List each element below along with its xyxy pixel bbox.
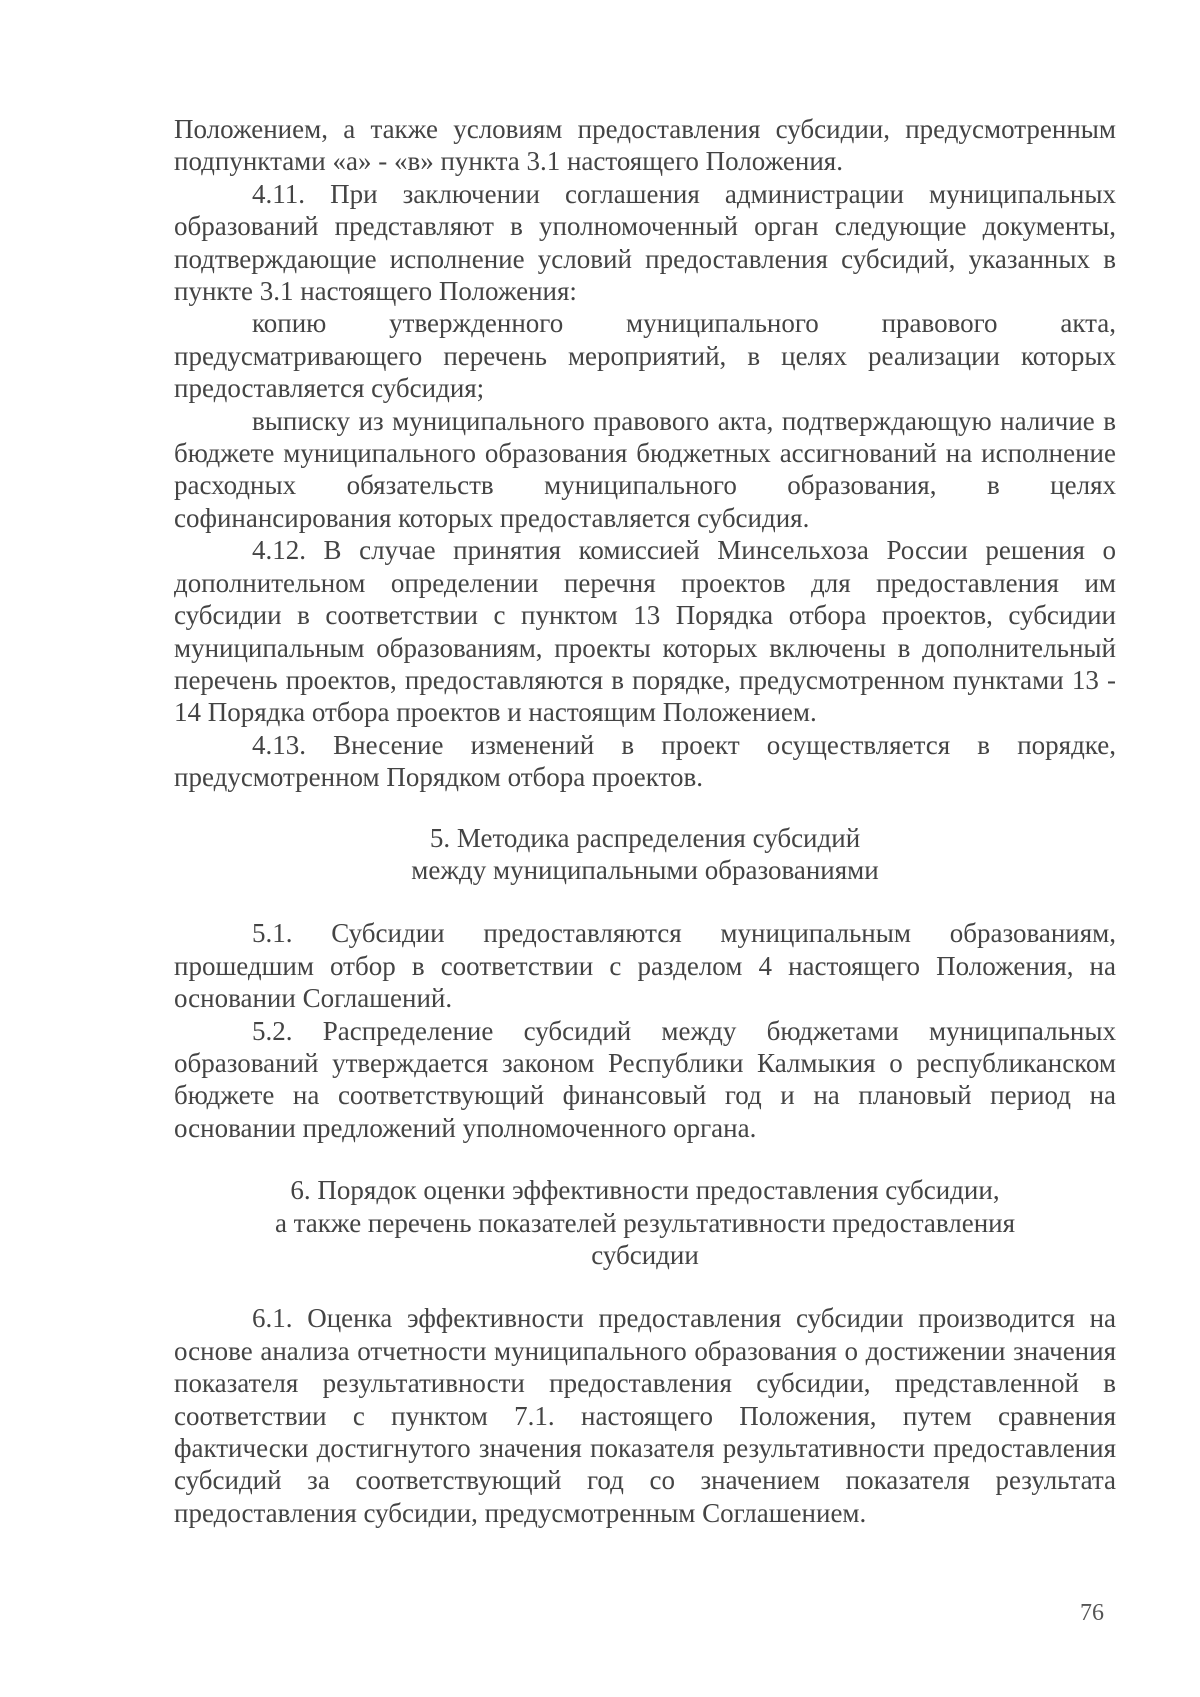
paragraph-5-1: 5.1. Субсидии предоставляются муниципальным образованиям, прошедшим отбор в соответствии с разделом 4 настоящего Положения, на основании Соглашений. <box>174 918 1116 1014</box>
paragraph-6-1: 6.1. Оценка эффективности предоставления субсидии производится на основе анализа отчетности муниципального образования о достижении значения показателя результативности предоставления субсидии, представленной в соответствии с пунктом 7.1. настоящего Положения, путем сравнения фактически достигнутого значения показателя результативности предоставления субсидий за соответствующий год со значением показателя результата предоставления субсидии, предусмотренным Соглашением. <box>174 1303 1116 1528</box>
page-number: 76 <box>1080 1600 1104 1626</box>
section-5-title-line-2: между муниципальными образованиями <box>411 854 879 885</box>
section-6-title-line-3: субсидии <box>591 1240 699 1270</box>
section-6-title-line-2: а также перечень показателей результативности предоставления <box>274 1207 1016 1238</box>
section-5-title-line-1: 5. Методика распределения субсидий <box>429 822 861 853</box>
paragraph-4-11: 4.11. При заключении соглашения администрации муниципальных образований представляют в уполномоченный орган следующие документы, подтверждающие исполнение условий предоставления субсидий, указанных в пункте 3.1 настоящего Положения: <box>174 178 1116 307</box>
paragraph-5-2: 5.2. Распределение субсидий между бюджетами муниципальных образований утверждается законом Республики Калмыкия о республиканском бюджете на соответствующий финансовый год и на плановый период на основании предложений уполномоченного органа. <box>174 1015 1116 1143</box>
paragraph-extract-act: выписку из муниципального правового акта, подтверждающую наличие в бюджете муниципального образования бюджетных ассигнований на исполнение расходных обязательств муниципального образования, в целях софинансирования которых предоставляется субсидия. <box>174 405 1116 533</box>
paragraph-4-12: 4.12. В случае принятия комиссией Минсельхоза России решения о дополнительном определении перечня проектов для предоставления им субсидии в соответствии с пунктом 13 Порядка отбора проектов, субсидии муниципальным образованиям, проекты которых включены в дополнительный перечень проектов, предоставляются в порядке, предусмотренном пунктами 13 - 14 Порядка отбора проектов и настоящим Положением. <box>174 535 1116 728</box>
section-6-title-line-1: 6. Порядок оценки эффективности предоставления субсидии, <box>290 1175 1000 1206</box>
section-6-heading <box>174 1174 1116 1271</box>
paragraph-continuation: Положением, а также условиям предоставления субсидии, предусмотренным подпунктами «а» - «в» пункта 3.1 настоящего Положения. <box>174 114 1116 177</box>
section-5-heading <box>174 822 1116 887</box>
document-page <box>174 113 1116 1529</box>
paragraph-copy-act: копию утвержденного муниципального правового акта, предусматривающего перечень мероприятий, в целях реализации которых предоставляется субсидия; <box>174 308 1116 404</box>
paragraph-4-13: 4.13. Внесение изменений в проект осуществляется в порядке, предусмотренном Порядком отбора проектов. <box>174 729 1116 793</box>
